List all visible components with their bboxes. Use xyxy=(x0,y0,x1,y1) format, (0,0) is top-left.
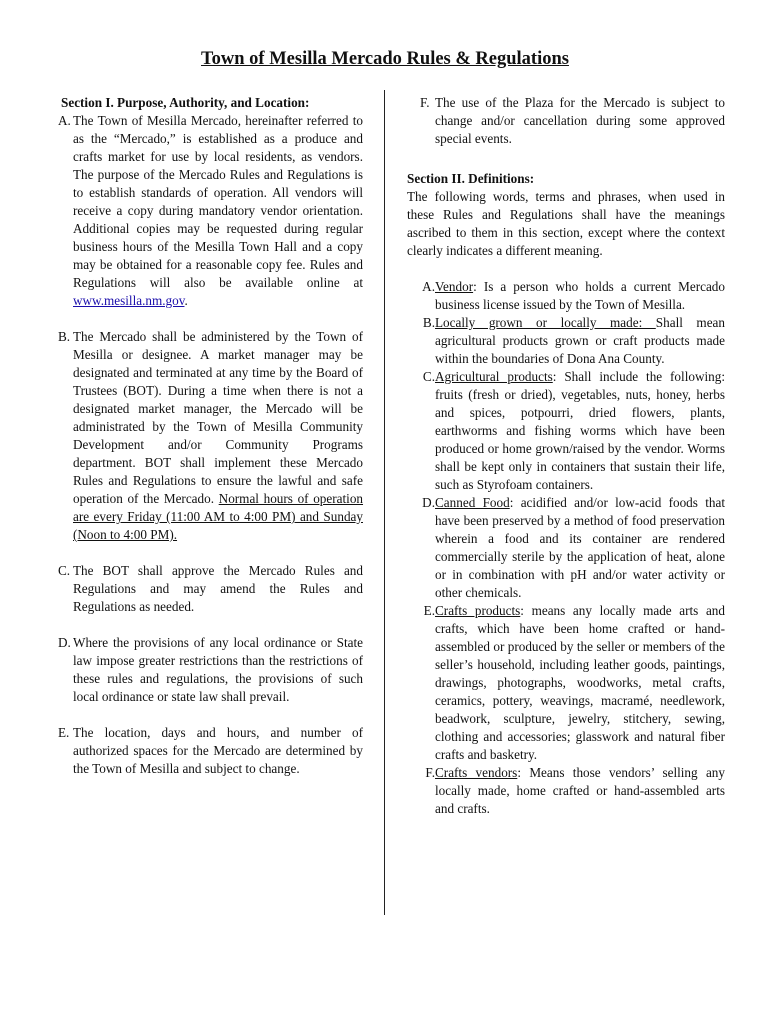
item-text: The BOT shall approve the Mercado Rules and Regulations and may amend the Rules and Regulations as needed. xyxy=(73,563,363,614)
item-letter: E. xyxy=(58,725,70,740)
definition-body xyxy=(435,278,725,314)
section-1-item-e xyxy=(58,724,363,778)
definition-vendor xyxy=(407,278,725,314)
definition-sep: : xyxy=(520,603,532,618)
item-letter: F. xyxy=(420,95,430,110)
definition-text: Means those vendors’ selling any locally made, home crafted or hand-assembled arts and crafts. xyxy=(435,765,725,816)
section-1-item-b xyxy=(58,328,363,544)
definition-term: Canned Food xyxy=(435,495,510,510)
item-text: Where the provisions of any local ordinance or State law impose greater restrictions than the restrictions of these rules and regulations, the provisions of such local ordinance or state law shall prevail. xyxy=(73,635,363,704)
definition-text: acidified and/or low-acid foods that have been preserved by a method of food preservation wherein a food and its container are rendered commercially sterile by the application of heat, alone or in combination with pH and/or water activity or other chemicals. xyxy=(435,495,725,600)
section-1-item-a xyxy=(58,112,363,310)
item-letter: F. xyxy=(425,765,435,780)
item-a-tail: . xyxy=(184,293,188,308)
item-letter: D. xyxy=(422,495,435,510)
definition-body xyxy=(435,368,725,494)
website-link[interactable]: www.mesilla.nm.gov xyxy=(73,293,185,308)
definition-term: Locally grown or locally made: xyxy=(435,315,656,330)
definition-body xyxy=(435,764,725,818)
document-title: Town of Mesilla Mercado Rules & Regulations xyxy=(201,49,569,69)
definition-sep: : xyxy=(517,765,530,780)
definition-term: Crafts products xyxy=(435,603,521,618)
definition-term: Crafts vendors xyxy=(435,765,518,780)
section-1-item-c xyxy=(58,562,363,616)
definition-sep: : xyxy=(552,369,565,384)
definition-term: Agricultural products xyxy=(435,369,553,384)
definition-locally-grown xyxy=(407,314,725,368)
item-text: The location, days and hours, and number of authorized spaces for the Mercado are determined by the Town of Mesilla and subject to change. xyxy=(73,725,363,776)
section-2-heading: Section II. Definitions: xyxy=(407,171,535,186)
item-letter: D. xyxy=(58,635,71,650)
definition-agricultural-products xyxy=(407,368,725,494)
definition-term: Vendor xyxy=(435,279,474,294)
section-2-intro: The following words, terms and phrases, when used in these Rules and Regulations shall have the meanings ascribed to them in this section, except where the context clearly indicates a different meaning. xyxy=(407,189,725,258)
definition-crafts-products xyxy=(407,602,725,764)
definition-sep: : xyxy=(509,495,521,510)
definition-text: Shall include the following: fruits (fresh or dried), vegetables, nuts, honey, herbs and spices, potpourri, dried flowers, plants, earthworms and fishing worms which have been produced or home grown/raised by the vendor. Worms shall be kept only in containers that sustain their life, such as Styrofoam containers. xyxy=(435,369,725,492)
item-b-text: The Mercado shall be administered by the Town of Mesilla or designee. A market manager may be designated and terminated at any time by the Board of Trustees (BOT). During a time when there is not a designated market manager, the Mercado will be administrated by the Town of Mesilla Community Development and/or Community Programs department. BOT shall implement these Mercado Rules and Regulations to ensure the lawful and safe operation of the Mercado. xyxy=(73,329,363,506)
item-letter: C. xyxy=(58,563,71,578)
section-1-item-d xyxy=(58,634,363,706)
item-a-text: The Town of Mesilla Mercado, hereinafter referred to as the “Mercado,” is established as a produce and crafts market for use by local residents, as vendors. The purpose of the Mercado Rules and Regulations is to establish standards of operation. All vendors will receive a copy during mandatory vendor orientation. Additional copies may be requested during regular business hours of the Mesilla Town Hall and a copy may be obtained for a reasonable copy fee. Rules and Regulations will also be available online at xyxy=(73,113,363,290)
item-letter: C. xyxy=(422,369,435,384)
definition-sep: : xyxy=(473,279,484,294)
item-letter: B. xyxy=(58,329,71,344)
section-1-item-f xyxy=(407,94,725,148)
definition-body xyxy=(435,494,725,602)
definition-text: means any locally made arts and crafts, which have been home crafted or hand-assembled or produced by the seller or members of the seller’s household, including leather goods, paintings, drawings, photographs, woodworks, metal crafts, ceramics, pottery, weavings, macramé, needlework, beadwork, sculpture, jewelry, stitchery, sewing, clothing and accessories; glasswork and natural fiber crafts and basketry. xyxy=(435,603,725,762)
definitions-list xyxy=(407,278,725,818)
definition-body xyxy=(435,602,725,764)
definition-text: Is a person who holds a current Mercado business license issued by the Town of Mesilla. xyxy=(435,279,725,312)
hours-of-operation: Normal hours of operation are every Friday (11:00 AM to 4:00 PM) and Sunday (Noon to 4:00 PM). xyxy=(73,491,364,542)
item-letter: E. xyxy=(423,603,435,618)
definition-crafts-vendors xyxy=(407,764,725,818)
item-text: The use of the Plaza for the Mercado is subject to change and/or cancellation during some approved special events. xyxy=(435,95,725,146)
definition-text: Shall mean agricultural products grown or craft products made within the boundaries of Dona Ana County. xyxy=(435,315,725,366)
right-column xyxy=(407,94,725,818)
section-1-heading: Section I. Purpose, Authority, and Location: xyxy=(61,95,310,110)
item-letter: B. xyxy=(422,315,435,330)
left-column xyxy=(58,94,363,778)
item-letter: A. xyxy=(58,113,71,128)
definition-body xyxy=(435,314,725,368)
column-divider xyxy=(384,90,385,915)
item-text xyxy=(73,328,363,544)
item-letter: A. xyxy=(422,279,435,294)
definition-canned-food xyxy=(407,494,725,602)
item-text xyxy=(73,112,363,310)
